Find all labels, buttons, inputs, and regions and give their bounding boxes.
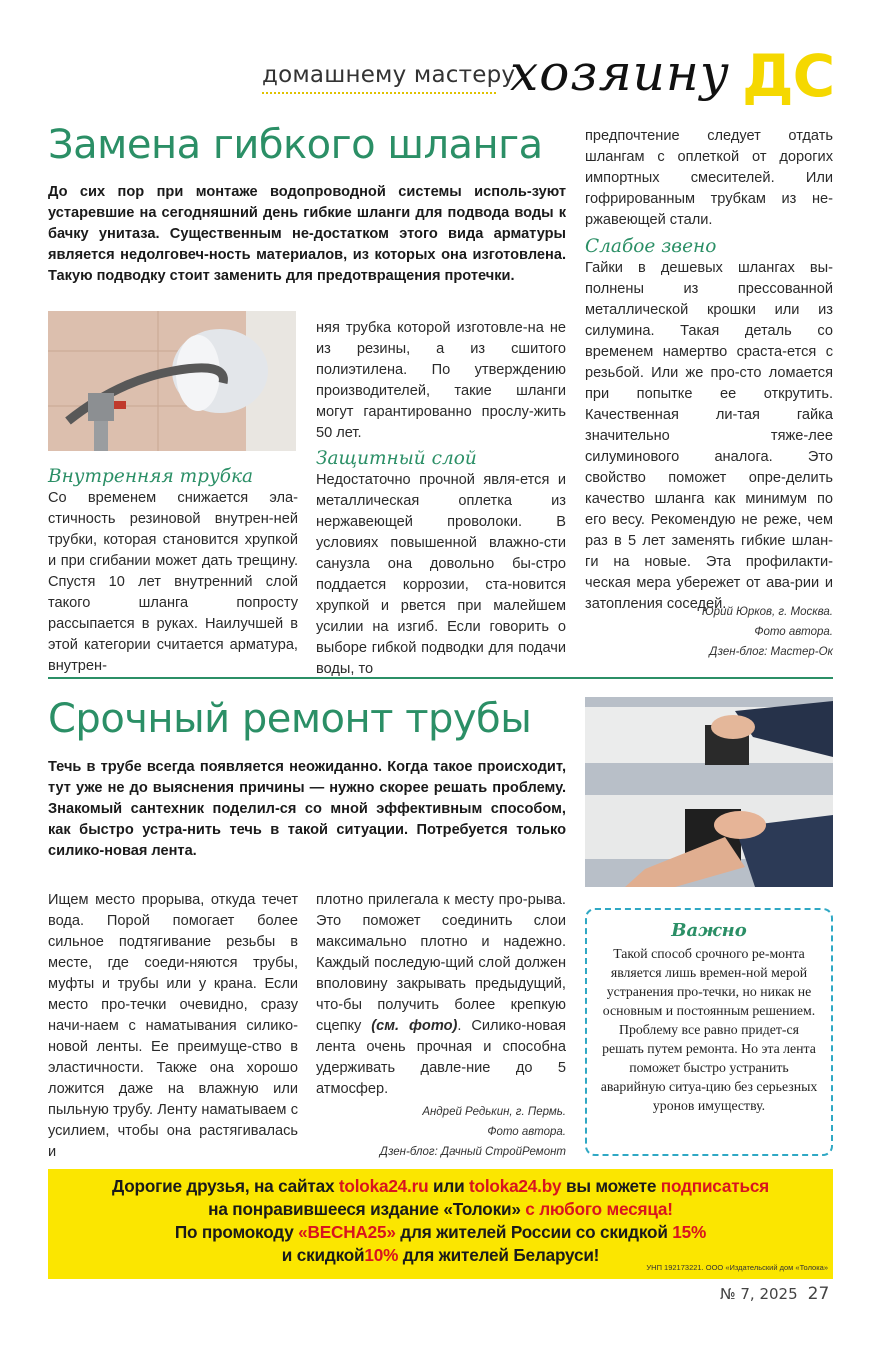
article1-col3-text: Гайки в дешевых шлангах вы-полнены из прессованной металлической крошки или из силумина. Такая деталь со временем намертво сраста-ется с резьбой. Или же про-сто ломается при попытке ее открутить. Качественная ли-тая гайка значительно тяже-лее силуминового аналога. Это свойство поможет опре-делить качество шланга как минимум по его весу. Рекомендую не реже, чем раз в 5 лет заменять гибкие шлан-ги на новые. Эта профилакти-ческая мера убережет от ава-рии и затопления соседей. xyxy=(585,260,833,612)
banner-text-fragment: для жителей России со скидкой xyxy=(395,1222,673,1242)
article2-col2-text xyxy=(316,890,566,1100)
article2-col1-text: Ищем место прорыва, откуда течет вода. Порой помогает более сильное подтягивание резьбы в месте, где соеди-няются трубы, муфты и трубы или у крана. Если место про-течки очевидно, сразу начи-наем с наматывания силико-новой ленты. Ее преимуще-ство в эластичности. Также она хорошо ложится даже на влажную или пыльную трубу. Ленту наматываем с усилием, чтобы она растягивалась и xyxy=(48,892,298,1160)
article1-photo xyxy=(48,311,296,451)
article1-col2-text-top: няя трубка которой изготовле-на не из резины, а из сшитого полиэтилена. По утверждению производителей, такие шланги могут гарантированно прослу-жить 50 лет. xyxy=(316,320,566,441)
article1-col2-text: Недостаточно прочной явля-ется и металлическая оплетка из нержавеющей проволоки. В условиях повышенной влажно-сти санузла она довольно бы-стро поддается коррозии, ста-новится хрупкой и рвется при малейшем усилии на изгиб. Если говорить о выборе гибкой подводки для подачи воды, то xyxy=(316,472,566,677)
author: Юрий Юрков, г. Москва. xyxy=(701,606,833,618)
photo-credit: Фото автора. xyxy=(487,1126,566,1138)
banner-line-3 xyxy=(48,1221,833,1244)
article1-col1-heading: Внутренняя трубка xyxy=(48,466,254,487)
promo-code: «ВЕСНА25» xyxy=(298,1222,396,1242)
banner-text-fragment: на понравившееся издание «Толоки» xyxy=(208,1199,526,1219)
article1-signature xyxy=(585,602,833,662)
article-separator xyxy=(48,677,833,679)
page-folio xyxy=(720,1284,829,1304)
banner-text-fragment: вы можете xyxy=(561,1176,661,1196)
banner-text-fragment: По промокоду xyxy=(174,1222,299,1242)
article2-photo xyxy=(585,697,833,887)
page-number: 27 xyxy=(807,1284,830,1304)
discount-belarus: 10% xyxy=(364,1245,399,1265)
article2-col2-text-b: . Силико-новая лента очень прочная и способна удерживать давле-ние до 5 атмосфер. xyxy=(316,1018,566,1097)
site-link-by[interactable]: toloka24.by xyxy=(469,1176,562,1196)
photo-reference: (см. фото) xyxy=(371,1018,458,1034)
discount-russia: 15% xyxy=(672,1222,707,1242)
author: Андрей Редькин, г. Пермь. xyxy=(422,1106,566,1118)
banner-text-fragment: Дорогие друзья, на сайтах xyxy=(111,1176,339,1196)
section-title: хозяину xyxy=(510,44,730,102)
pipe-repair-photo-illustration xyxy=(585,697,833,887)
banner-highlight: с любого месяца! xyxy=(525,1199,673,1219)
subtitle-underline xyxy=(262,92,496,94)
article1-col1-text: Со временем снижается эла-стичность резиновой внутрен-ней трубки, которая становится хрупкой и при сгибании может дать трещину. Спустя 10 лет внутренний слой такого шланга попросту рассыпается в руках. Наилучшей в этой категории считается арматура, внутрен- xyxy=(48,490,298,674)
site-link-ru[interactable]: toloka24.ru xyxy=(338,1176,429,1196)
subscription-banner-text xyxy=(48,1175,833,1267)
article2-col2-text-a: плотно прилегала к месту про-рыва. Это поможет соединить слои максимально плотно и надежно. Каждый последую-щий слой должен вполовину закрывать предыдущий, что-бы получить более крепкую сцепку xyxy=(316,892,566,1034)
article2-signature xyxy=(316,1102,566,1162)
article1-title: Замена гибкого шланга xyxy=(48,122,543,168)
section-subtitle: домашнему мастеру xyxy=(262,62,516,88)
article1-col3-heading: Слабое звено xyxy=(585,236,717,257)
article1-lead: До сих пор при монтаже водопроводной системы исполь-зуют устаревшие на сегодняшний день гибкие шланги для подвода воды к бачку унитаза. Существенным не-достатком этого вида арматуры является недолговеч-ность материалов, из которых она изготовлена. Такую подводку стоит заменить для предотвращения протечки. xyxy=(48,184,566,284)
article2-lead: Течь в трубе всегда появляется неожиданно. Когда такое происходит, тут уже не до выяснения причины — нужно скорее решать проблему. Знакомый сантехник поделил-ся со мной эффективным способом, как быстро устра-нить течь в такой ситуации. Потребуется только силико-новая лента. xyxy=(48,759,566,859)
magazine-logo: ДС xyxy=(742,42,835,110)
banner-line-1 xyxy=(48,1175,833,1198)
important-box-text: Такой способ срочного ре-монта является лишь времен-ной мерой устранения про-течки, но никак не основным и постоянным решением. Проблему все равно придет-ся решать путем ремонта. Но эта лента поможет быстро устранить аварийную ситуа-цию без серьезных уронов имуществу. xyxy=(600,946,818,1113)
banner-text-fragment: для жителей Беларуси! xyxy=(398,1245,600,1265)
article2-title: Срочный ремонт трубы xyxy=(48,696,532,742)
article1-col2-heading: Защитный слой xyxy=(316,448,477,469)
hose-photo-illustration xyxy=(48,311,296,451)
publisher-info: УНП 192173221. ООО «Издательский дом «Толока» xyxy=(646,1263,828,1272)
banner-text-fragment: или xyxy=(428,1176,470,1196)
photo-credit: Фото автора. xyxy=(754,626,833,638)
blog-credit: Дзен-блог: Мастер-Ок xyxy=(709,646,833,658)
banner-text-fragment: и скидкой xyxy=(281,1245,365,1265)
issue-number: № 7, 2025 xyxy=(720,1285,798,1303)
article1-col3-text-top: предпочтение следует отдать шлангам с оплеткой от дорогих импортных смесителей. Или гофрированным трубкам из не-ржавеющей стали. xyxy=(585,128,833,228)
banner-highlight: подписаться xyxy=(660,1176,770,1196)
blog-credit: Дзен-блог: Дачный СтройРемонт xyxy=(379,1146,566,1158)
important-box-title: Важно xyxy=(671,920,747,941)
banner-line-2 xyxy=(48,1198,833,1221)
